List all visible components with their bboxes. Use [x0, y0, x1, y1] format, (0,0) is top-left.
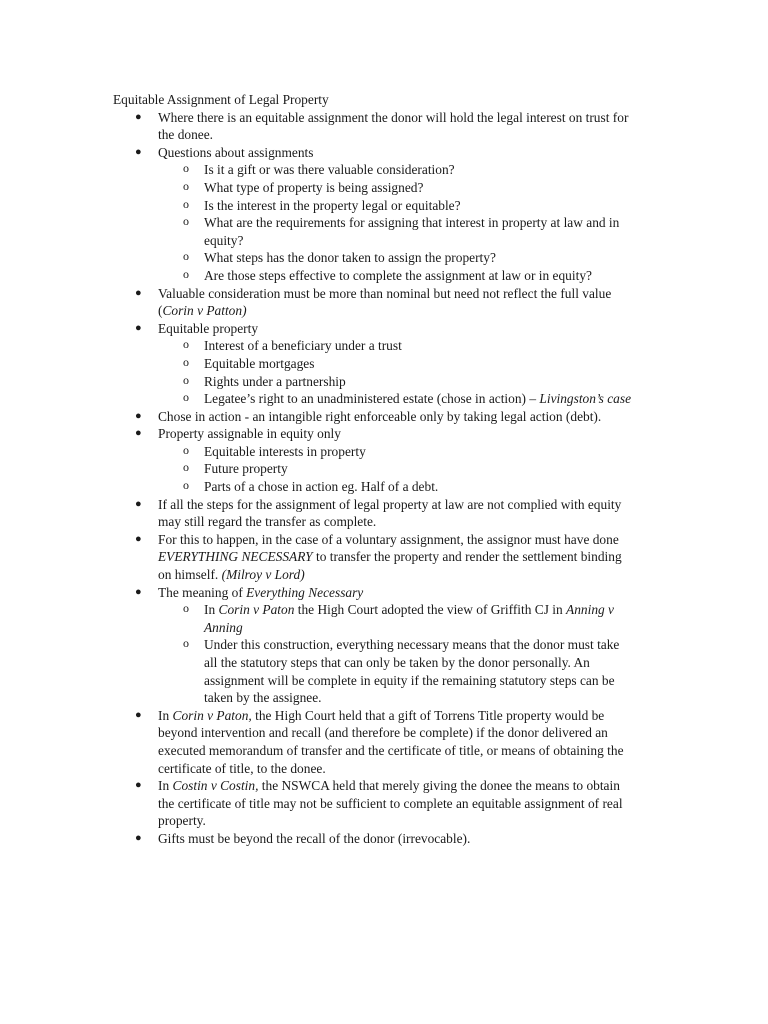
- bullet-icon: ●: [135, 409, 142, 422]
- sub-item-text: In: [204, 602, 219, 618]
- sub-item-text: Rights under a partnership: [204, 373, 346, 389]
- bullet-icon: ●: [135, 145, 142, 158]
- sub-item-text: Is it a gift or was there valuable consideration?: [204, 162, 455, 178]
- sub-list: [158, 601, 633, 707]
- case-citation: Corin v Paton,: [172, 707, 252, 723]
- list-item: [113, 285, 633, 320]
- sub-item-text: Equitable mortgages: [204, 355, 315, 371]
- item-text: In: [158, 707, 173, 723]
- sub-bullet-icon: o: [183, 601, 189, 616]
- sub-item-text: Parts of a chose in action eg. Half of a debt.: [204, 479, 439, 495]
- sub-bullet-icon: o: [183, 478, 189, 493]
- sub-list-item: [158, 373, 633, 391]
- sub-bullet-icon: o: [183, 178, 189, 193]
- sub-list: [158, 443, 633, 496]
- sub-item-text: What are the requirements for assigning that interest in property at law and in equity?: [204, 215, 620, 248]
- sub-bullet-icon: o: [183, 460, 189, 475]
- sub-list-item: [158, 197, 633, 215]
- item-text: the NSWCA held that merely giving the donee the means to obtain the certificate of title may not be sufficient to complete an equitable assignment of real property.: [158, 778, 623, 829]
- item-text: Where there is an equitable assignment the donor will hold the legal interest on trust for the donee.: [158, 109, 629, 143]
- bullet-icon: ●: [135, 286, 142, 299]
- sub-item-text: Under this construction, everything necessary means that the donor must take all the statutory steps that can only be taken by the donor personally. An assignment will be complete in equity if the remaining statutory steps can be taken by the assignee.: [204, 637, 620, 706]
- item-text: If all the steps for the assignment of legal property at law are not complied with equity may still regard the transfer as complete.: [158, 496, 622, 530]
- list-item: [113, 830, 633, 848]
- item-text: Equitable property: [158, 320, 259, 336]
- sub-bullet-icon: o: [183, 390, 189, 405]
- document-page: [113, 91, 633, 848]
- item-text: Valuable consideration must be more than nominal but need not reflect the full value (: [158, 285, 612, 319]
- sub-list-item: [158, 249, 633, 267]
- sub-list-item: [158, 478, 633, 496]
- sub-list: [158, 161, 633, 284]
- sub-item-text: What steps has the donor taken to assign the property?: [204, 250, 496, 266]
- case-citation: Livingston’s case: [539, 391, 632, 407]
- sub-item-text: Are those steps effective to complete the assignment at law or in equity?: [204, 267, 592, 283]
- item-text: the High Court held that a gift of Torrens Title property would be beyond intervention and recall (and therefore be complete) if the donor delivered an executed memorandum of transfer and the certificate of title, or means of obtaining the certificate of title, to the donee.: [158, 707, 624, 776]
- bullet-icon: ●: [135, 427, 142, 440]
- sub-bullet-icon: o: [183, 266, 189, 281]
- sub-bullet-icon: o: [183, 442, 189, 457]
- list-item: [113, 496, 633, 531]
- sub-list-item: [158, 601, 633, 636]
- sub-list-item: [158, 355, 633, 373]
- sub-item-text: Is the interest in the property legal or equitable?: [204, 197, 461, 213]
- case-citation: Anning v Anning: [204, 602, 615, 635]
- case-citation: Costin v Costin,: [172, 778, 259, 794]
- bullet-icon: ●: [135, 110, 142, 123]
- sub-bullet-icon: o: [183, 249, 189, 264]
- item-text: Property assignable in equity only: [158, 426, 341, 442]
- sub-list-item: [158, 337, 633, 355]
- emphasis-text: Everything Necessary: [246, 584, 364, 600]
- emphasis-text: EVERYTHING NECESSARY: [158, 549, 313, 565]
- bullet-icon: ●: [135, 585, 142, 598]
- sub-bullet-icon: o: [183, 196, 189, 211]
- bullet-icon: ●: [135, 321, 142, 334]
- bullet-icon: ●: [135, 708, 142, 721]
- list-item: [113, 144, 633, 285]
- list-item: [113, 109, 633, 144]
- bullet-icon: ●: [135, 532, 142, 545]
- sub-list-item: [158, 443, 633, 461]
- sub-bullet-icon: o: [183, 372, 189, 387]
- list-item: [113, 531, 633, 584]
- item-text: Chose in action - an intangible right enforceable only by taking legal action (debt).: [158, 408, 602, 424]
- bullet-icon: ●: [135, 779, 142, 792]
- list-item: [113, 584, 633, 707]
- list-item: [113, 320, 633, 408]
- sub-bullet-icon: o: [183, 337, 189, 352]
- sub-list-item: [158, 161, 633, 179]
- sub-item-text: What type of property is being assigned?: [204, 179, 424, 195]
- sub-item-text: Legatee’s right to an unadministered estate (chose in action) –: [204, 391, 540, 407]
- item-text: In: [158, 778, 173, 794]
- bullet-icon: ●: [135, 831, 142, 844]
- item-text: Questions about assignments: [158, 144, 314, 160]
- sub-bullet-icon: o: [183, 161, 189, 176]
- sub-bullet-icon: o: [183, 214, 189, 229]
- sub-item-text: Future property: [204, 461, 288, 477]
- item-text: Gifts must be beyond the recall of the donor (irrevocable).: [158, 830, 471, 846]
- sub-list-item: [158, 214, 633, 249]
- sub-item-text: Equitable interests in property: [204, 443, 366, 459]
- bullet-icon: ●: [135, 497, 142, 510]
- sub-bullet-icon: o: [183, 636, 189, 651]
- main-list: [113, 109, 633, 848]
- sub-bullet-icon: o: [183, 354, 189, 369]
- sub-item-text: Interest of a beneficiary under a trust: [204, 338, 402, 354]
- document-title: Equitable Assignment of Legal Property: [113, 92, 329, 107]
- sub-list-item: [158, 390, 633, 408]
- sub-list-item: [158, 636, 633, 706]
- case-citation: (Milroy v Lord): [221, 567, 305, 583]
- case-citation: Corin v Patton): [162, 303, 247, 319]
- sub-item-text: the High Court adopted the view of Griffith CJ in: [294, 602, 567, 618]
- case-citation: Corin v Paton: [218, 602, 295, 618]
- sub-list-item: [158, 179, 633, 197]
- sub-list-item: [158, 460, 633, 478]
- item-text: For this to happen, in the case of a voluntary assignment, the assignor must have done: [158, 531, 619, 547]
- sub-list-item: [158, 267, 633, 285]
- item-text: The meaning of: [158, 584, 247, 600]
- item-text: to transfer the property and render the settlement binding on himself.: [158, 549, 622, 583]
- list-item: [113, 707, 633, 777]
- list-item: [113, 425, 633, 495]
- list-item: [113, 408, 633, 426]
- list-item: [113, 777, 633, 830]
- sub-list: [158, 337, 633, 407]
